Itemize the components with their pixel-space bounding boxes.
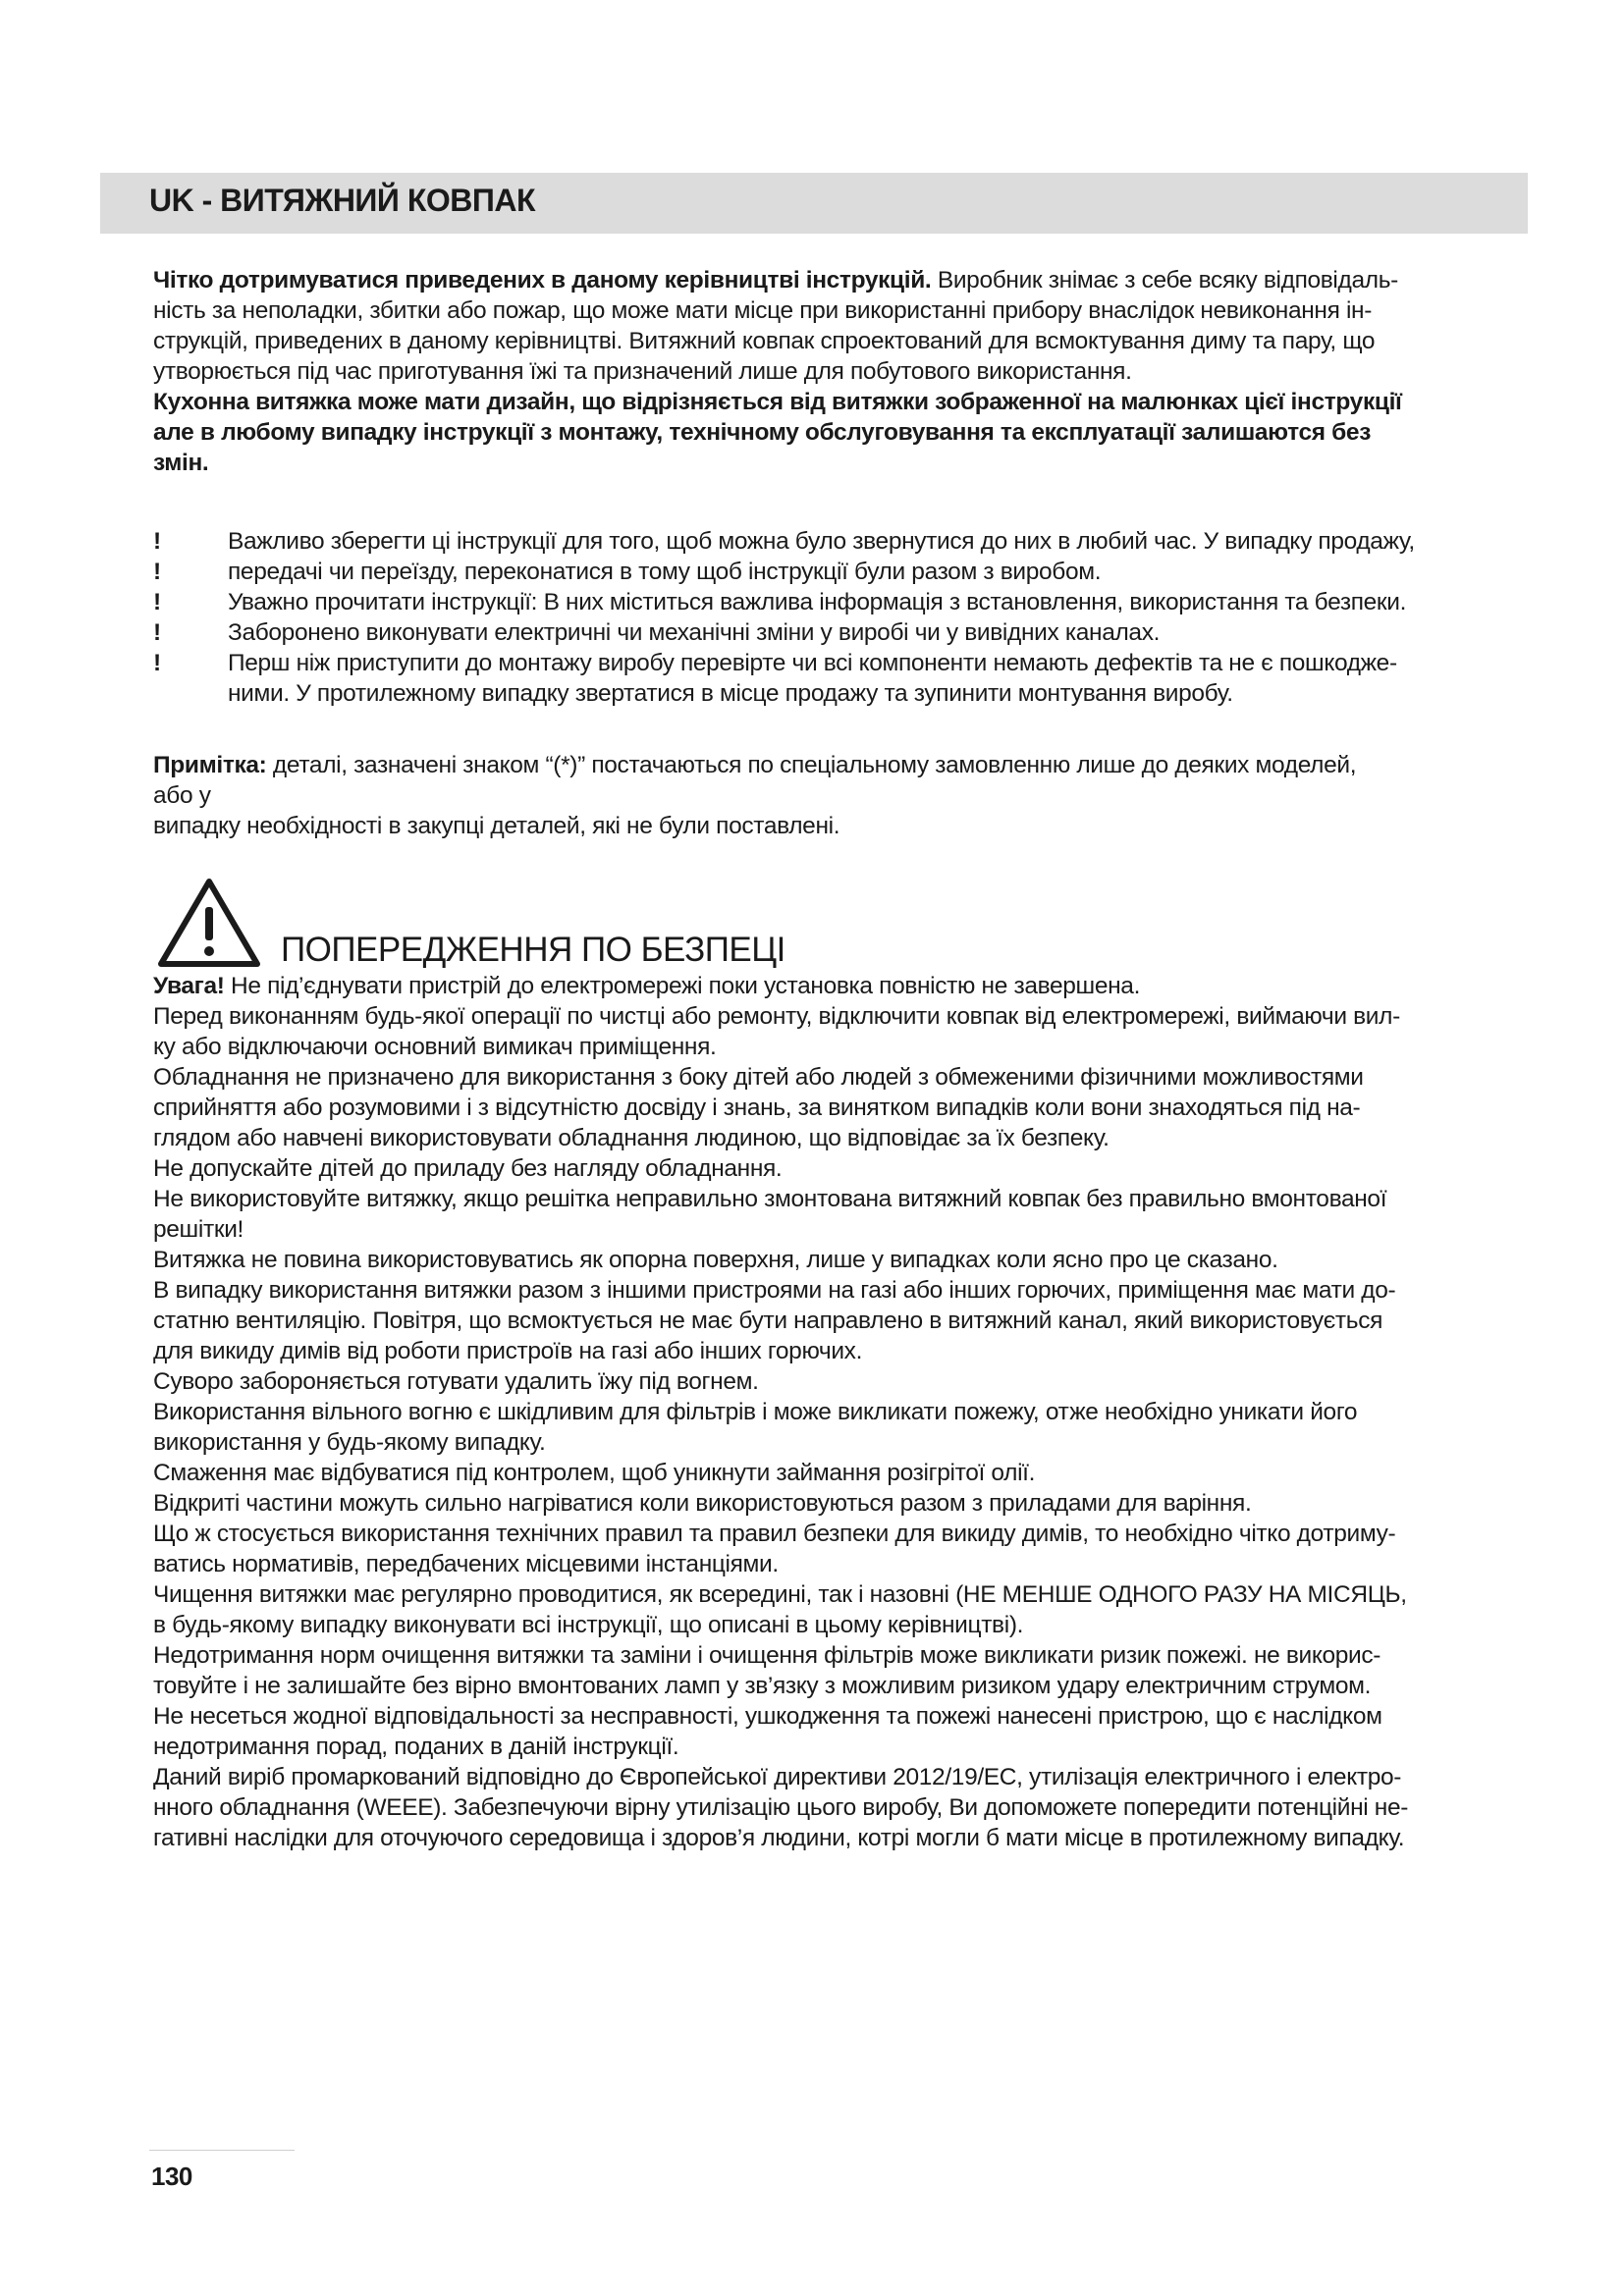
safety-line: Відкриті частини можуть сильно нагріватися коли використовуються разом з приладами для варіння.: [153, 1490, 1252, 1517]
note-line: Примітка: деталі, зазначені знаком “(*)” постачаються по спеціальному замовленню лише до деяких моделей,: [153, 752, 1357, 778]
intro-paragraph: [153, 265, 1481, 478]
instruction-bullets: [153, 526, 1481, 709]
note-label: Примітка:: [153, 752, 267, 778]
safety-line: Обладнання не призначено для використання з боку дітей або людей з обмеженими фізичними можливостями: [153, 1064, 1364, 1091]
page-number: 130: [151, 2162, 192, 2191]
safety-line: Увага! Не під’єднувати пристрій до електромережі поки установка повністю не завершена.: [153, 973, 1141, 999]
bullet-item: [153, 648, 1481, 678]
bullet-item: [153, 587, 1481, 617]
note-line: випадку необхідності в закупці деталей, які не були поставлені.: [153, 813, 840, 839]
intro-bold-line: змін.: [153, 450, 209, 476]
intro-line: Чітко дотримуватися приведених в даному керівництві інструкцій. Виробник знімає з себе всяку відповідаль-: [153, 267, 1398, 294]
safety-line: товуйте і не залишайте без вірно вмонтованих ламп у зв’язку з можливим ризиком удару електричним струмом.: [153, 1673, 1372, 1699]
safety-line: для викиду димів від роботи пристроїв на газі або інших горючих.: [153, 1338, 863, 1364]
intro-line: утворюється під час приготування їжі та призначений лише для побутового використання.: [153, 358, 1132, 385]
safety-line: В випадку використання витяжки разом з іншими пристроями на газі або інших горючих, приміщення має мати до-: [153, 1277, 1396, 1304]
safety-line: Суворо забороняється готувати удалить їжу під вогнем.: [153, 1368, 759, 1395]
exclamation-mark: !: [153, 528, 161, 555]
safety-line: Перед виконанням будь-якої операції по чистці або ремонту, відключити ковпак від електромережі, виймаючи вил-: [153, 1003, 1400, 1030]
intro-bold-line: але в любому випадку інструкції з монтажу, технічному обслуговування та експлуатації залишаются без: [153, 419, 1372, 446]
safety-line: Що ж стосується використання технічних правил та правил безпеки для викиду димів, то необхідно чітко дотриму-: [153, 1521, 1396, 1547]
exclamation-mark: !: [153, 650, 161, 676]
safety-line: глядом або навчені використовувати обладнання людиною, що відповідає за їх безпеку.: [153, 1125, 1110, 1151]
safety-line: Не допускайте дітей до приладу без нагляду обладнання.: [153, 1155, 783, 1182]
section-title: UK - ВИТЯЖНИЙ КОВПАК: [149, 183, 535, 218]
bullet-text: Заборонено виконувати електричні чи механічні зміни у виробі чи у вивідних каналах.: [228, 619, 1161, 646]
safety-line: в будь-якому випадку виконувати всі інструкції, що описані в цьому керівництві).: [153, 1612, 1024, 1638]
safety-line: статню вентиляцію. Повітря, що всмоктується не має бути направлено в витяжний канал, який використовується: [153, 1308, 1383, 1334]
bullet-item: [153, 617, 1481, 648]
exclamation-mark: !: [153, 589, 161, 615]
safety-line: Чищення витяжки має регулярно проводитися, як всередині, так і назовні (НЕ МЕНШЕ ОДНОГО РАЗУ НА МІСЯЦЬ,: [153, 1581, 1407, 1608]
safety-line: сприйняття або розумовими і з відсутністю досвіду і знань, за винятком випадків коли вони знаходяться під на-: [153, 1095, 1361, 1121]
bullet-text: передачі чи переїзду, переконатися в тому щоб інструкції були разом з виробом.: [228, 559, 1102, 585]
bullet-text: ними. У протилежному випадку звертатися в місце продажу та зупинити монтування виробу.: [228, 680, 1233, 707]
bullet-item: [153, 557, 1481, 587]
bullet-text: Перш ніж приступити до монтажу виробу перевірте чи всі компоненти немають дефектів та не є пошкодже-: [228, 650, 1397, 676]
bullet-item-continuation: [153, 678, 1481, 709]
safety-line: нного обладнання (WEEE). Забезпечуючи вірну утилізацію цього виробу, Ви допоможете попередити потенційні не-: [153, 1794, 1409, 1821]
exclamation-mark: !: [153, 559, 161, 585]
attention-label: Увага!: [153, 973, 225, 999]
intro-line: ність за неполадки, збитки або пожар, що може мати місце при використанні прибору внаслідок невиконання ін-: [153, 297, 1373, 324]
intro-bold-line: Кухонна витяжка може мати дизайн, що відрізняється від витяжки зображенної на малюнках цієї інструкції: [153, 389, 1402, 415]
safety-line: гативні наслідки для оточуючого середовища і здоров’я людини, котрі могли б мати місце в протилежному випадку.: [153, 1825, 1405, 1851]
note-paragraph: [153, 750, 1481, 841]
safety-line: недотримання порад, поданих в даній інструкції.: [153, 1734, 679, 1760]
intro-line: струкцій, приведених в даному керівництві. Витяжний ковпак спроектований для всмоктування диму та пару, що: [153, 328, 1376, 354]
safety-line: Не несеться жодної відповідальності за несправності, ушкодження та пожежі нанесені пристрою, що є наслідком: [153, 1703, 1382, 1730]
safety-line: Витяжка не повина використовуватись як опорна поверхня, лише у випадках коли ясно про це сказано.: [153, 1247, 1278, 1273]
safety-line: ку або відключаючи основний вимикач приміщення.: [153, 1034, 717, 1060]
note-line: або у: [153, 782, 211, 809]
safety-line: решітки!: [153, 1216, 244, 1243]
safety-section-title: ПОПЕРЕДЖЕННЯ ПО БЕЗПЕЦІ: [281, 931, 785, 969]
warning-triangle-icon: [155, 876, 263, 970]
footer-divider: [149, 2150, 295, 2151]
safety-line: використання у будь-якому випадку.: [153, 1429, 546, 1456]
safety-paragraphs: [153, 971, 1481, 1853]
exclamation-mark: !: [153, 619, 161, 646]
safety-line: Недотримання норм очищення витяжки та заміни і очищення фільтрів може викликати ризик пожежі. не викорис-: [153, 1642, 1381, 1669]
bullet-item: [153, 526, 1481, 557]
safety-line: ватись нормативів, передбачених місцевими інстанціями.: [153, 1551, 779, 1577]
safety-line: Даний виріб промаркований відповідно до Європейської директиви 2012/19/EC, утилізація електричного і електро-: [153, 1764, 1402, 1790]
bullet-text: Важливо зберегти ці інструкції для того, щоб можна було звернутися до них в любий час. У випадку продажу,: [228, 528, 1415, 555]
bullet-text: Уважно прочитати інструкції: В них міститься важлива інформація з встановлення, використання та безпеки.: [228, 589, 1407, 615]
safety-line: Не використовуйте витяжку, якщо решітка неправильно змонтована витяжний ковпак без правильно вмонтованої: [153, 1186, 1387, 1212]
safety-line: Використання вільного вогню є шкідливим для фільтрів і може викликати пожежу, отже необхідно уникати його: [153, 1399, 1358, 1425]
safety-line: Смаження має відбуватися під контролем, щоб уникнути займання розігрітої олії.: [153, 1460, 1036, 1486]
